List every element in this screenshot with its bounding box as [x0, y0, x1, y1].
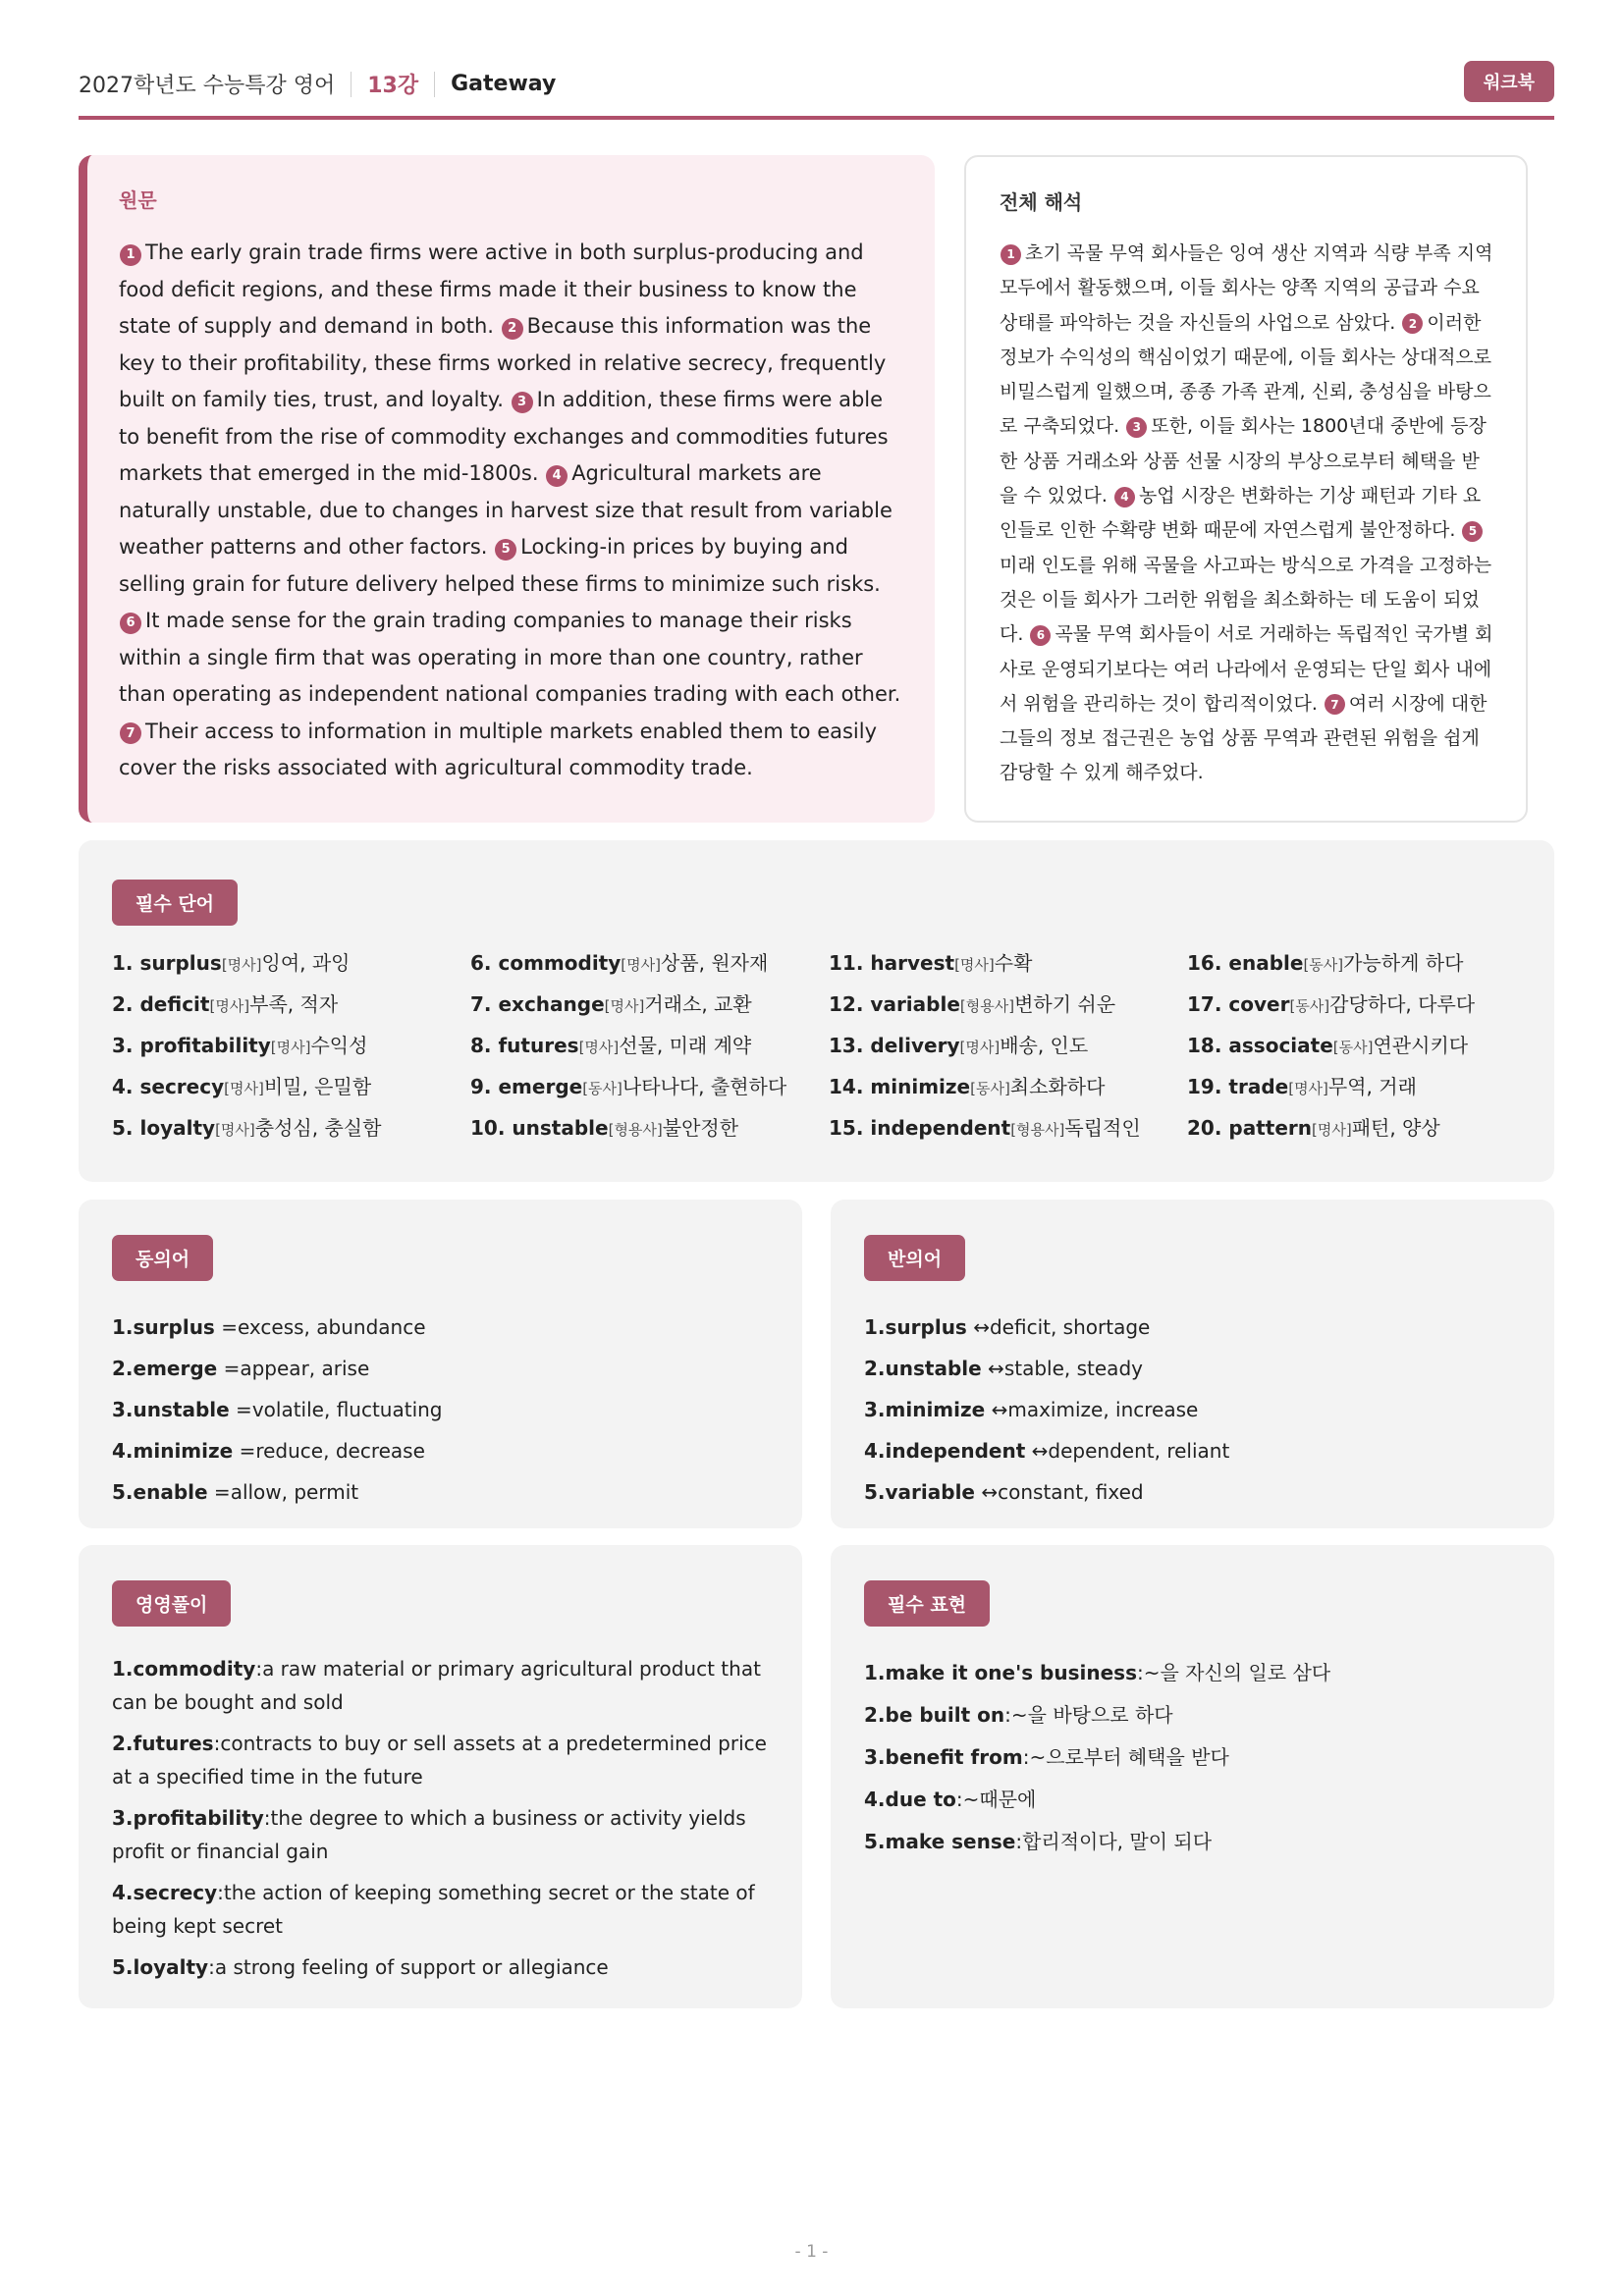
original-text-panel [79, 155, 935, 823]
vocab-meaning: 최소화하다 [1009, 1075, 1106, 1098]
vocab-word [1187, 1034, 1333, 1057]
item-number: 4. [112, 1881, 134, 1904]
item-number: 5. [864, 1480, 886, 1504]
part-of-speech: [명사] [1288, 1080, 1328, 1097]
vocab-term: pattern [1228, 1116, 1313, 1140]
definition-word [112, 1806, 264, 1830]
vocab-item [829, 947, 1187, 988]
definition-text: contracts to buy or sell assets at a predetermined price at a specified time in the future [112, 1732, 767, 1789]
phrase-text: make sense [885, 1830, 1016, 1853]
expression-phrase [864, 1703, 1004, 1727]
workbook-badge: 워크북 [1464, 61, 1554, 102]
vocab-word [1187, 1075, 1288, 1098]
antonyms-item [864, 1471, 1521, 1513]
vocab-number: 14. [829, 1075, 864, 1098]
vocab-term: trade [1228, 1075, 1289, 1098]
synonyms-item [112, 1307, 769, 1348]
part-of-speech: [명사] [224, 1080, 264, 1097]
phrase-text: be built on [885, 1703, 1005, 1727]
item-number: 1. [112, 1315, 134, 1339]
relation-symbol: ↔ [1025, 1439, 1049, 1463]
sentence-number-marker: 7 [120, 722, 141, 744]
vocab-number: 7. [470, 992, 492, 1016]
related-words: deficit, shortage [989, 1315, 1151, 1339]
sentence-text: Their access to information in multiple markets enabled them to easily cover the risks associated with agricultural commodity trade. [119, 719, 878, 779]
item-word: secrecy [133, 1881, 218, 1904]
part-of-speech: [명사] [604, 997, 645, 1015]
vocab-word [829, 951, 954, 975]
related-words: volatile, fluctuating [251, 1398, 443, 1421]
part-of-speech: [동사] [1332, 1039, 1374, 1056]
expression-item: 5.make sense:합리적이다, 말이 되다 [864, 1830, 1213, 1853]
item-word: variable [885, 1480, 975, 1504]
item-number: 1. [864, 1315, 886, 1339]
expressions-section [831, 1545, 1554, 2008]
vocab-word [829, 1034, 960, 1057]
item-word: minimize [133, 1439, 234, 1463]
vocab-meaning: 패턴, 양상 [1351, 1116, 1440, 1140]
definition-word [112, 1955, 208, 1979]
vocab-meaning: 잉여, 과잉 [261, 951, 351, 975]
sentence-number-marker: 4 [1114, 487, 1135, 507]
vocab-number: 18. [1187, 1034, 1222, 1057]
sentence-number-marker: 4 [546, 465, 568, 487]
synonyms-item [112, 1348, 769, 1389]
antonyms-word [864, 1398, 985, 1421]
vocab-meaning: 부족, 적자 [249, 992, 339, 1016]
item-number: 4. [864, 1788, 886, 1811]
definition-word [112, 1881, 217, 1904]
expression-meaning: ~을 바탕으로 하다 [1010, 1703, 1173, 1727]
vocab-word [470, 951, 621, 975]
vocab-item [112, 1071, 470, 1112]
related-words: dependent, reliant [1048, 1439, 1230, 1463]
vocab-meaning: 감당하다, 다루다 [1329, 992, 1476, 1016]
vocab-meaning: 연관시키다 [1373, 1034, 1469, 1057]
expression-meaning: 합리적이다, 말이 되다 [1022, 1830, 1213, 1853]
vocab-item [470, 1071, 829, 1112]
antonyms-section [831, 1200, 1554, 1528]
sentence-text: 미래 인도를 위해 곡물을 사고파는 방식으로 가격을 고정하는 것은 이들 회사가 그러한 위험을 최소화하는 데 도움이 되었다. [1000, 554, 1492, 646]
item-word: minimize [885, 1398, 986, 1421]
definition-text: a raw material or primary agricultural product that can be bought and sold [112, 1657, 761, 1714]
sentence-number-marker: 5 [1462, 521, 1483, 542]
related-words: constant, fixed [998, 1480, 1144, 1504]
vocab-word [112, 951, 222, 975]
part-of-speech: [명사] [270, 1039, 311, 1056]
item-word: emerge [133, 1357, 218, 1380]
sentence-number-marker: 2 [502, 318, 523, 340]
vocab-term: surplus [139, 951, 222, 975]
synonyms-item [112, 1430, 769, 1471]
vocab-word [829, 992, 960, 1016]
sentence-text: Agricultural markets are naturally unstable, due to changes in harvest size that result from variable weather patterns and other factors. [119, 461, 893, 559]
sentence-text: 이러한 정보가 수익성의 핵심이었기 때문에, 이들 회사는 상대적으로 비밀스럽게 일했으며, 종종 가족 관계, 신뢰, 충성심을 바탕으로 구축되었다. [1000, 311, 1492, 438]
relation-symbol: = [207, 1480, 231, 1504]
vocab-item [829, 988, 1187, 1030]
item-word: loyalty [133, 1955, 209, 1979]
english-definitions-list [112, 1652, 769, 1984]
relation-symbol: ↔ [966, 1315, 990, 1339]
sentence-number-marker: 3 [1126, 417, 1147, 438]
synonyms-word [112, 1439, 233, 1463]
vocab-number: 15. [829, 1116, 864, 1140]
synonyms-word [112, 1357, 217, 1380]
vocab-term: unstable [512, 1116, 609, 1140]
vocab-meaning: 불안정한 [662, 1116, 739, 1140]
part-of-speech: [명사] [621, 956, 661, 974]
vocab-meaning: 독립적인 [1064, 1116, 1141, 1140]
vocab-term: independent [870, 1116, 1011, 1140]
sentence-number-marker: 6 [120, 613, 141, 634]
relation-symbol: = [217, 1357, 241, 1380]
vocab-word [829, 1116, 1010, 1140]
item-word: unstable [885, 1357, 982, 1380]
synonyms-item [112, 1389, 769, 1430]
antonyms-item [864, 1348, 1521, 1389]
vocab-item [470, 988, 829, 1030]
vocab-meaning: 수익성 [310, 1034, 368, 1057]
vocab-term: emerge [498, 1075, 583, 1098]
definition-item: 1.commodity:a raw material or primary agricultural product that can be bought and sold [112, 1657, 761, 1714]
sentence-text: It made sense for the grain trading companies to manage their risks within a single firm that was operating in more than one country, rather than operating as independent national companies trading with each other. [119, 609, 901, 706]
english-definitions-section [79, 1545, 802, 2008]
vocab-term: enable [1228, 951, 1304, 975]
part-of-speech: [형용사] [1010, 1121, 1065, 1139]
vocab-item [1187, 1071, 1545, 1112]
vocab-item [1187, 1030, 1545, 1071]
vocab-term: commodity [498, 951, 622, 975]
expression-phrase [864, 1661, 1137, 1684]
original-heading: 원문 [119, 188, 157, 212]
definition-item: 5.loyalty:a strong feeling of support or allegiance [112, 1955, 609, 1979]
related-words: maximize, increase [1007, 1398, 1199, 1421]
vocab-word [829, 1075, 970, 1098]
antonyms-item [864, 1430, 1521, 1471]
related-words: stable, steady [1003, 1357, 1143, 1380]
relation-symbol: = [229, 1398, 252, 1421]
antonyms-word [864, 1315, 967, 1339]
part-of-speech: [명사] [215, 1121, 255, 1139]
vocab-number: 16. [1187, 951, 1222, 975]
sentence-text: 초기 곡물 무역 회사들은 잉여 생산 지역과 식량 부족 지역 모두에서 활동했으며, 이들 회사는 양쪽 지역의 공급과 수요 상태를 파악하는 것을 자신들의 사업으로 삼았다. [1000, 242, 1493, 334]
expression-item: 2.be built on:~을 바탕으로 하다 [864, 1703, 1173, 1727]
item-number: 3. [112, 1806, 134, 1830]
vocab-item [470, 947, 829, 988]
vocab-item [829, 1071, 1187, 1112]
antonyms-list [864, 1307, 1521, 1513]
vocab-term: delivery [870, 1034, 960, 1057]
vocab-term: exchange [498, 992, 605, 1016]
definition-item: 4.secrecy:the action of keeping something secret or the state of being kept secret [112, 1881, 755, 1938]
vocab-word [470, 992, 605, 1016]
sentence-number-marker: 5 [495, 539, 516, 561]
related-words: allow, permit [230, 1480, 359, 1504]
header-divider [351, 72, 352, 97]
part-of-speech: [명사] [209, 997, 250, 1015]
vocab-number: 19. [1187, 1075, 1222, 1098]
antonyms-item [864, 1389, 1521, 1430]
sentence-number-marker: 1 [1001, 244, 1021, 265]
synonyms-section [79, 1200, 802, 1528]
vocab-item [829, 1112, 1187, 1153]
item-number: 5. [112, 1955, 134, 1979]
vocab-meaning: 가능하게 하다 [1343, 951, 1464, 975]
expression-phrase [864, 1788, 956, 1811]
vocab-number: 10. [470, 1116, 506, 1140]
sentence-number-marker: 3 [512, 392, 533, 413]
item-number: 5. [112, 1480, 134, 1504]
vocab-term: cover [1228, 992, 1290, 1016]
definition-text: a strong feeling of support or allegiance [214, 1955, 609, 1979]
vocab-number: 6. [470, 951, 492, 975]
expression-item: 4.due to:~때문에 [864, 1788, 1037, 1811]
expression-meaning: ~때문에 [962, 1788, 1037, 1811]
antonyms-label: 반의어 [864, 1235, 965, 1281]
definition-word [112, 1732, 214, 1755]
vocab-item [1187, 988, 1545, 1030]
expression-meaning: ~으로부터 혜택을 받다 [1029, 1745, 1229, 1769]
sentence-text: The early grain trade firms were active in both surplus-producing and food deficit regions, and these firms made it their business to know the state of supply and demand in both. [119, 240, 864, 338]
item-number: 4. [864, 1439, 886, 1463]
synonyms-label: 동의어 [112, 1235, 213, 1281]
header-divider [434, 72, 435, 97]
part-of-speech: [동사] [1303, 956, 1344, 974]
vocab-number: 1. [112, 951, 134, 975]
part-of-speech: [명사] [1312, 1121, 1352, 1139]
vocab-word [1187, 951, 1303, 975]
vocab-word [112, 1075, 224, 1098]
sentence-text: Locking-in prices by buying and selling grain for future delivery helped these firms to minimize such risks. [119, 535, 881, 596]
definition-text: the degree to which a business or activity yields profit or financial gain [112, 1806, 746, 1863]
vocab-word [112, 1034, 271, 1057]
vocab-item [470, 1112, 829, 1153]
sentence-number-marker: 1 [120, 244, 141, 266]
vocab-term: harvest [870, 951, 955, 975]
vocab-word [470, 1075, 582, 1098]
vocab-number: 3. [112, 1034, 134, 1057]
definition-item: 2.futures:contracts to buy or sell assets at a predetermined price at a specified time in the future [112, 1732, 767, 1789]
vocab-number: 2. [112, 992, 134, 1016]
vocab-word [112, 1116, 215, 1140]
vocab-item [112, 988, 470, 1030]
part-of-speech: [명사] [959, 1039, 1001, 1056]
item-word: commodity [133, 1657, 256, 1681]
sentence-number-marker: 7 [1325, 694, 1345, 715]
header-title-group [79, 69, 556, 99]
expression-phrase [864, 1745, 1023, 1769]
vocab-meaning: 나타나다, 출현하다 [622, 1075, 787, 1098]
sentence-text: 여러 시장에 대한 그들의 정보 접근권은 농업 상품 무역과 관련된 위험을 쉽게 감당할 수 있게 해주었다. [1000, 692, 1488, 784]
vocab-number: 12. [829, 992, 864, 1016]
vocab-meaning: 거래소, 교환 [644, 992, 752, 1016]
antonyms-word [864, 1357, 982, 1380]
item-number: 2. [112, 1732, 134, 1755]
vocab-label: 필수 단어 [112, 880, 238, 926]
item-number: 2. [112, 1357, 134, 1380]
item-word: surplus [885, 1315, 967, 1339]
vocab-number: 9. [470, 1075, 492, 1098]
sentence-text: In addition, these firms were able to benefit from the rise of commodity exchanges and commodities futures markets that emerged in the mid-1800s. [119, 388, 889, 485]
vocab-term: variable [870, 992, 960, 1016]
vocab-term: associate [1228, 1034, 1333, 1057]
lesson-title: Gateway [451, 72, 557, 96]
part-of-speech: [동사] [582, 1080, 622, 1097]
vocab-word [470, 1034, 579, 1057]
related-words: reduce, decrease [255, 1439, 425, 1463]
sentence-text: Because this information was the key to their profitability, these firms worked in relative secrecy, frequently built on family ties, trust, and loyalty. [119, 314, 887, 411]
relation-symbol: ↔ [981, 1357, 1004, 1380]
synonyms-list [112, 1307, 769, 1513]
vocab-word [1187, 992, 1289, 1016]
vocab-term: deficit [139, 992, 210, 1016]
vocab-item [1187, 1112, 1545, 1153]
original-passage [119, 235, 905, 787]
vocab-meaning: 수확 [994, 951, 1033, 975]
translation-panel [964, 155, 1528, 823]
translation-passage [1000, 237, 1496, 791]
relation-symbol: ↔ [985, 1398, 1008, 1421]
page-number: - 1 - [794, 2242, 829, 2262]
expressions-label: 필수 표현 [864, 1580, 990, 1627]
vocab-term: profitability [139, 1034, 271, 1057]
vocab-term: loyalty [139, 1116, 216, 1140]
lesson-number: 13강 [367, 74, 419, 98]
phrase-text: benefit from [885, 1745, 1023, 1769]
part-of-speech: [형용사] [608, 1121, 663, 1139]
vocab-term: futures [498, 1034, 579, 1057]
translation-heading: 전체 해석 [1000, 190, 1083, 214]
vocab-number: 5. [112, 1116, 134, 1140]
item-word: profitability [133, 1806, 264, 1830]
synonyms-item [112, 1471, 769, 1513]
vocab-meaning: 배송, 인도 [1000, 1034, 1089, 1057]
definition-item: 3.profitability:the degree to which a business or activity yields profit or financial gain [112, 1806, 746, 1863]
sentence-number-marker: 6 [1030, 625, 1051, 646]
item-number: 4. [112, 1439, 134, 1463]
item-number: 2. [864, 1357, 886, 1380]
item-number: 3. [112, 1398, 134, 1421]
antonyms-item [864, 1307, 1521, 1348]
page-header [79, 57, 1554, 120]
vocab-number: 17. [1187, 992, 1222, 1016]
item-word: enable [133, 1480, 208, 1504]
course-name: 2027학년도 수능특강 영어 [79, 74, 336, 98]
sentence-text: 곡물 무역 회사들이 서로 거래하는 독립적인 국가별 회사로 운영되기보다는 여러 나라에서 운영되는 단일 회사 내에서 위험을 관리하는 것이 합리적이었다. [1000, 623, 1493, 715]
part-of-speech: [명사] [221, 956, 262, 974]
part-of-speech: [동사] [970, 1080, 1010, 1097]
vocab-meaning: 선물, 미래 계약 [619, 1034, 752, 1057]
related-words: excess, abundance [237, 1315, 426, 1339]
vocab-number: 11. [829, 951, 864, 975]
relation-symbol: = [233, 1439, 256, 1463]
vocab-term: secrecy [139, 1075, 225, 1098]
part-of-speech: [명사] [578, 1039, 620, 1056]
vocab-meaning: 변하기 쉬운 [1014, 992, 1116, 1016]
related-words: appear, arise [240, 1357, 370, 1380]
item-number: 1. [864, 1661, 886, 1684]
expressions-list [864, 1652, 1521, 1863]
english-definitions-label: 영영풀이 [112, 1580, 231, 1627]
item-number: 5. [864, 1830, 886, 1853]
item-number: 3. [864, 1398, 886, 1421]
vocab-number: 13. [829, 1034, 864, 1057]
vocab-grid [112, 947, 1521, 1153]
antonyms-word [864, 1439, 1025, 1463]
synonyms-word [112, 1315, 215, 1339]
vocab-word [470, 1116, 609, 1140]
vocab-meaning: 무역, 거래 [1327, 1075, 1417, 1098]
vocab-item [112, 1030, 470, 1071]
phrase-text: make it one's business [885, 1661, 1137, 1684]
item-number: 3. [864, 1745, 886, 1769]
sentence-text: 농업 시장은 변화하는 기상 패턴과 기타 요인들로 인한 수확량 변화 때문에 자연스럽게 불안정하다. [1000, 485, 1482, 542]
synonyms-word [112, 1398, 230, 1421]
vocab-item [829, 1030, 1187, 1071]
item-number: 1. [112, 1657, 134, 1681]
sentence-number-marker: 2 [1402, 313, 1423, 334]
antonyms-word [864, 1480, 975, 1504]
vocab-word [1187, 1116, 1312, 1140]
item-word: unstable [133, 1398, 230, 1421]
vocab-number: 4. [112, 1075, 134, 1098]
item-word: surplus [133, 1315, 215, 1339]
relation-symbol: = [214, 1315, 238, 1339]
expression-item: 1.make it one's business:~을 자신의 일로 삼다 [864, 1661, 1331, 1684]
vocab-meaning: 상품, 원자재 [660, 951, 769, 975]
vocab-item [112, 947, 470, 988]
vocab-word [112, 992, 209, 1016]
expression-meaning: ~을 자신의 일로 삼다 [1143, 1661, 1331, 1684]
vocab-item [112, 1112, 470, 1153]
relation-symbol: ↔ [975, 1480, 999, 1504]
part-of-speech: [형용사] [959, 997, 1015, 1015]
item-word: futures [133, 1732, 214, 1755]
definition-word [112, 1657, 255, 1681]
vocab-meaning: 비밀, 은밀함 [263, 1075, 372, 1098]
synonyms-word [112, 1480, 208, 1504]
sentence-text: 또한, 이들 회사는 1800년대 중반에 등장한 상품 거래소와 상품 선물 시장의 부상으로부터 혜택을 받을 수 있었다. [1000, 415, 1487, 507]
vocab-meaning: 충성심, 충실함 [254, 1116, 382, 1140]
vocab-term: minimize [870, 1075, 971, 1098]
vocab-item [470, 1030, 829, 1071]
vocab-item [1187, 947, 1545, 988]
part-of-speech: [동사] [1289, 997, 1330, 1015]
part-of-speech: [명사] [954, 956, 995, 974]
vocab-section [79, 840, 1554, 1182]
expression-item: 3.benefit from:~으로부터 혜택을 받다 [864, 1745, 1229, 1769]
phrase-text: due to [885, 1788, 956, 1811]
vocab-number: 8. [470, 1034, 492, 1057]
definition-text: the action of keeping something secret or the state of being kept secret [112, 1881, 755, 1938]
item-number: 2. [864, 1703, 886, 1727]
expression-phrase [864, 1830, 1015, 1853]
item-word: independent [885, 1439, 1026, 1463]
vocab-number: 20. [1187, 1116, 1222, 1140]
